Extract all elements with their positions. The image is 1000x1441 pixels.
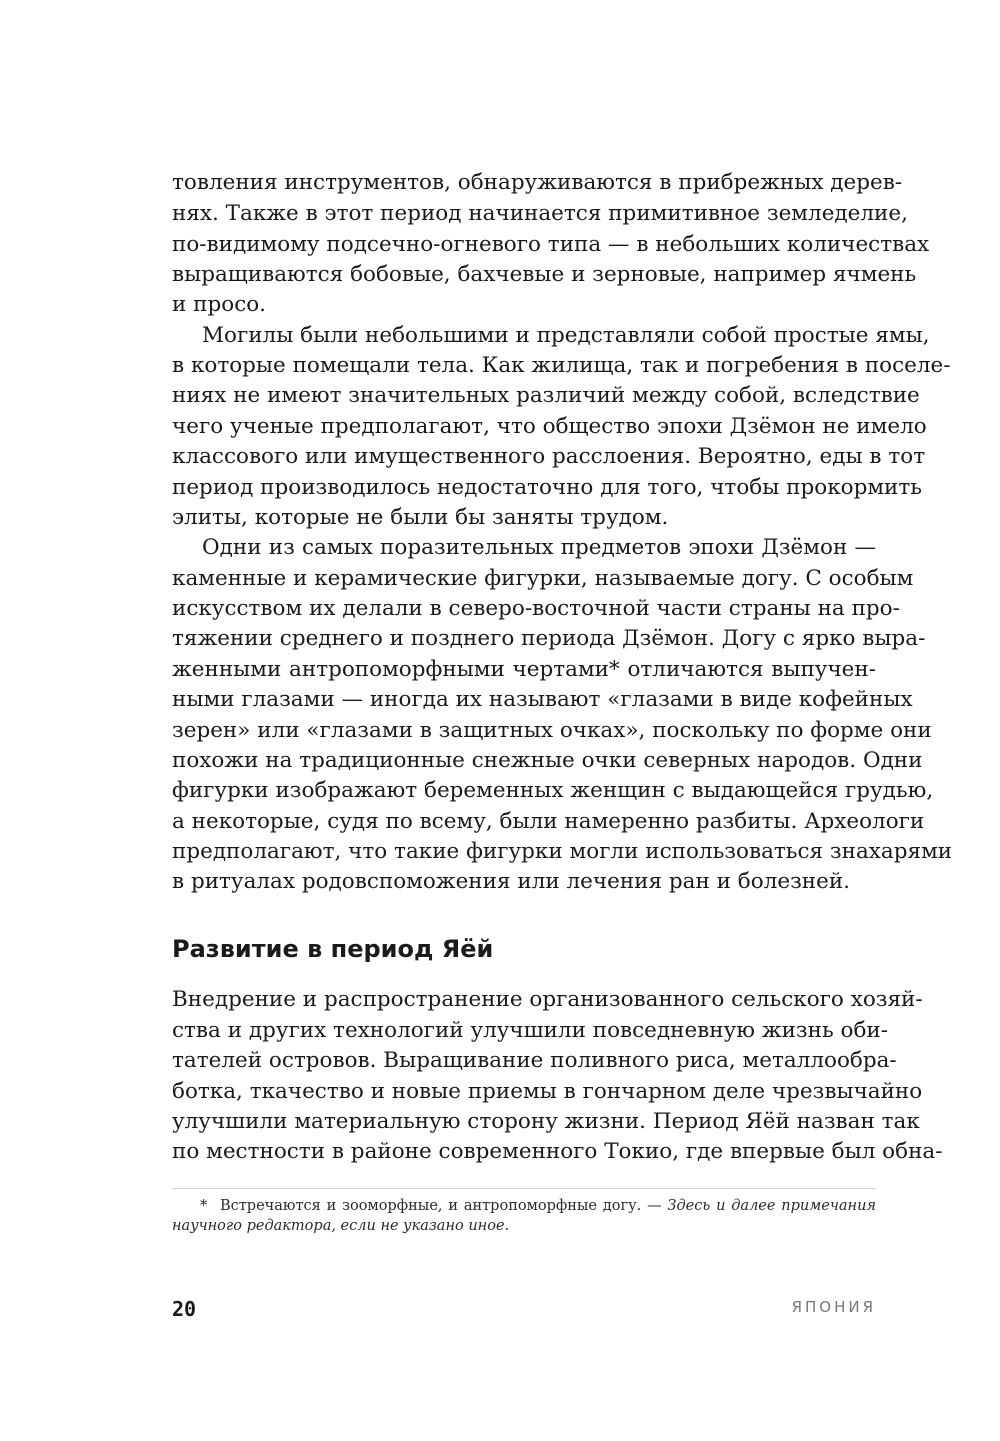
text-line: элиты, которые не были бы заняты трудом. — [172, 505, 669, 530]
text-line: ниях не имеют значительных различий между собой, вследствие — [172, 383, 920, 408]
text-line: тяжении среднего и позднего периода Дзёмон. Догу с ярко выра- — [172, 626, 926, 651]
footnote-italic-text: Здесь и далее примечания — [667, 1198, 877, 1214]
running-head: ЯПОНИЯ — [791, 1298, 876, 1316]
text-line: Внедрение и распространение организованного сельского хозяй- — [172, 987, 923, 1012]
text-line: по местности в районе современного Токио, где впервые был обна- — [172, 1139, 943, 1164]
text-line: фигурки изображают беременных женщин с выдающейся грудью, — [172, 778, 934, 803]
text-line: зерен» или «глазами в защитных очках», поскольку по форме они — [172, 718, 932, 743]
text-line: ными глазами — иногда их называют «глазами в виде кофейных — [172, 687, 913, 712]
text-line: а некоторые, судя по всему, были намеренно разбиты. Археологи — [172, 809, 925, 834]
text-line: в которые помещали тела. Как жилища, так и погребения в поселе- — [172, 353, 951, 378]
text-line: женными антропоморфными чертами* отличаются выпучен- — [172, 657, 876, 682]
text-line: нях. Также в этот период начинается примитивное земледелие, — [172, 201, 908, 226]
footnote-line: научного редактора, если не указано иное. — [172, 1218, 510, 1234]
text-line: в ритуалах родовспоможения или лечения ран и болезней. — [172, 869, 851, 894]
text-line: похожи на традиционные снежные очки северных народов. Одни — [172, 748, 923, 773]
text-line: каменные и керамические фигурки, называемые догу. С особым — [172, 566, 914, 591]
text-line: чего ученые предполагают, что общество эпохи Дзёмон не имело — [172, 414, 927, 439]
text-line: по-видимому подсечно-огневого типа — в небольших количествах — [172, 232, 930, 257]
footnote-marker: * — [200, 1198, 208, 1214]
text-line: тателей островов. Выращивание поливного риса, металлообра- — [172, 1048, 897, 1073]
text-line: выращиваются бобовые, бахчевые и зерновые, например ячмень — [172, 262, 917, 287]
text-line: и просо. — [172, 292, 267, 317]
text-line: классового или имущественного расслоения. Вероятно, еды в тот — [172, 444, 926, 469]
footnote-line — [172, 1196, 876, 1216]
text-line: товления инструментов, обнаруживаются в прибрежных дерев- — [172, 170, 903, 195]
text-line: Одни из самых поразительных предметов эпохи Дзёмон — — [202, 535, 876, 560]
page-number: 20 — [172, 1297, 197, 1321]
footnote-divider — [172, 1188, 876, 1189]
text-line: предполагают, что такие фигурки могли использоваться знахарями — [172, 839, 953, 864]
text-line: Могилы были небольшими и представляли собой простые ямы, — [202, 323, 930, 348]
text-line: ства и других технологий улучшили повседневную жизнь оби- — [172, 1018, 889, 1043]
section-heading: Развитие в период Яёй — [172, 935, 494, 963]
footnote-text: Встречаются и зооморфные, и антропоморфные догу. — — [220, 1198, 662, 1214]
text-line: искусством их делали в северо-восточной части страны на про- — [172, 596, 900, 621]
text-line: улучшили материальную сторону жизни. Период Яёй назван так — [172, 1109, 920, 1134]
text-line: ботка, ткачество и новые приемы в гончарном деле чрезвычайно — [172, 1079, 923, 1104]
text-line: период производилось недостаточно для того, чтобы прокормить — [172, 475, 922, 500]
